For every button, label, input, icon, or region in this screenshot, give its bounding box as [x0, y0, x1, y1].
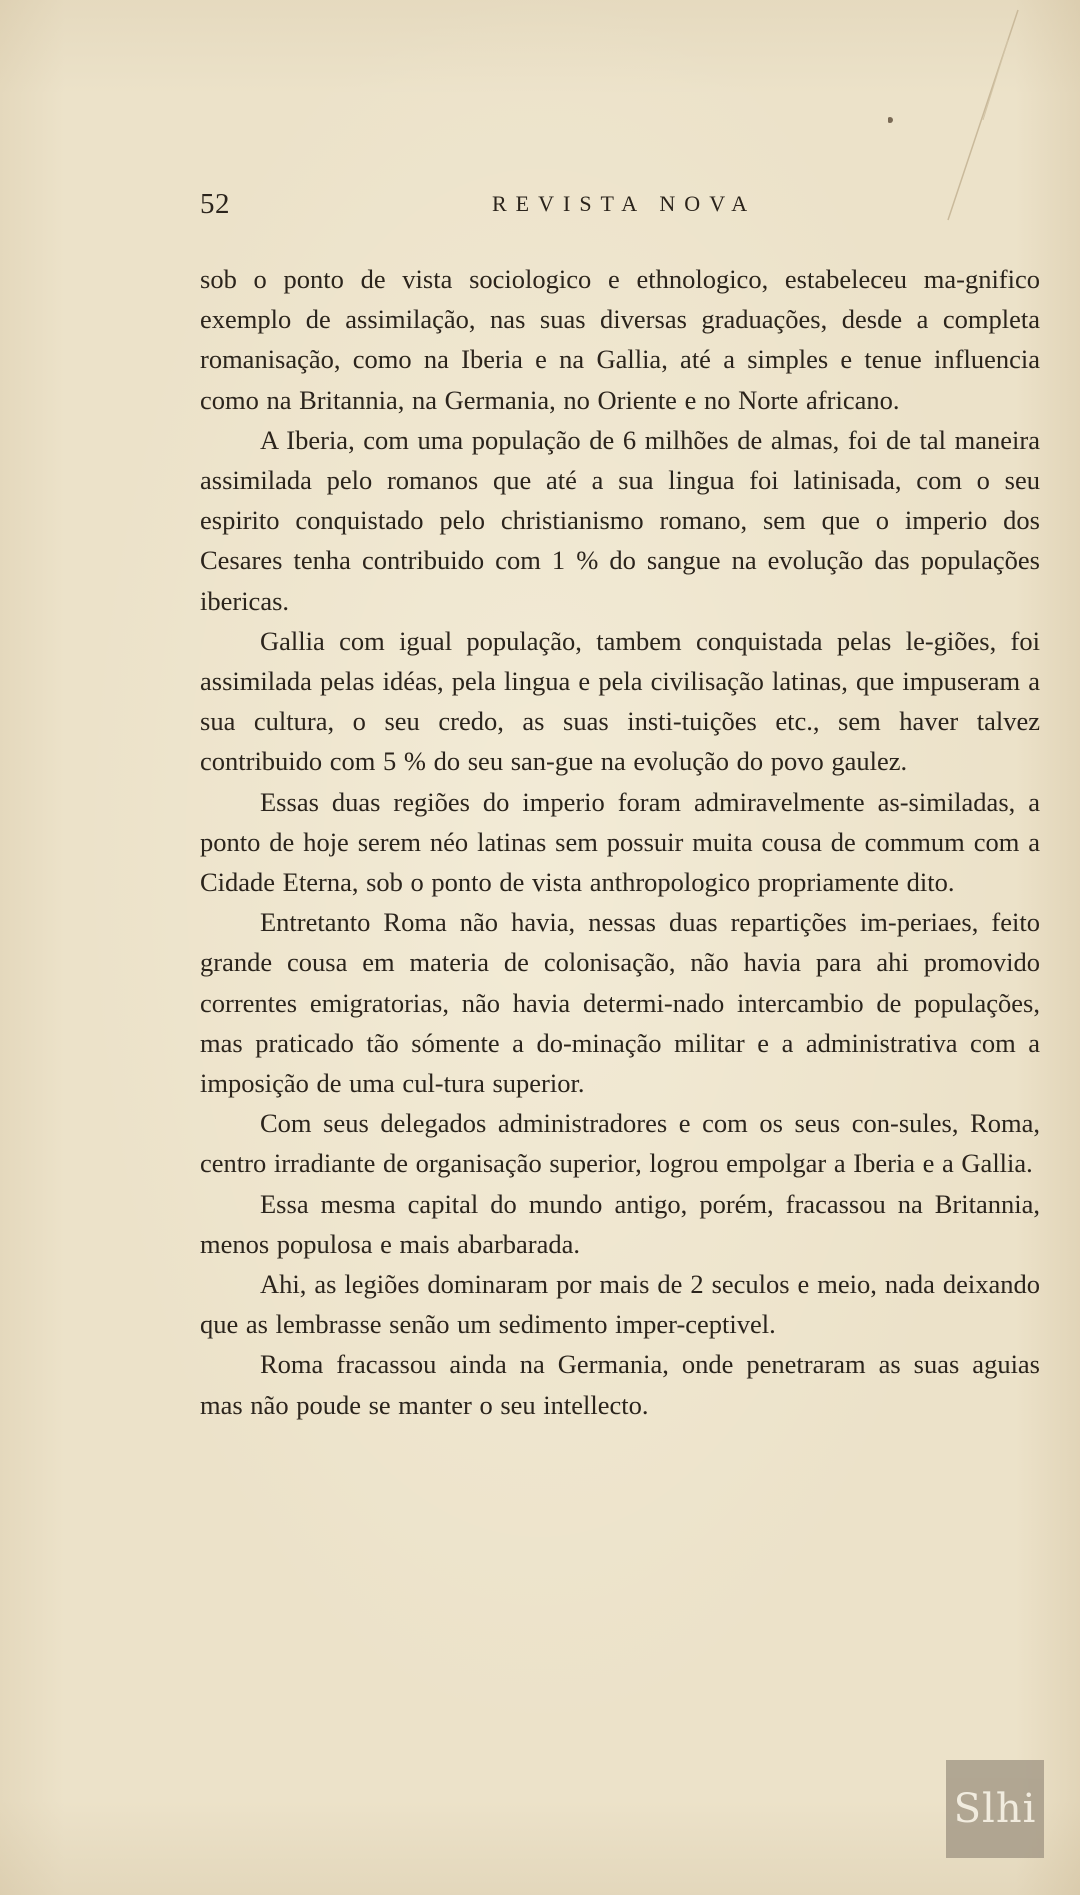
article-body	[200, 259, 1040, 1425]
paragraph: A Iberia, com uma população de 6 milhões de almas, foi de tal maneira assimilada pelo romanos que até a sua lingua foi latinisada, com o seu espirito conquistado pelo christianismo romano, sem que o imperio dos Cesares tenha contribuido com 1 % do sangue na evolução das populações ibericas.	[200, 424, 1040, 616]
paragraph: Ahi, as legiões dominaram por mais de 2 seculos e meio, nada deixando que as lembrasse senão um sedimento imper-ceptivel.	[200, 1269, 1040, 1340]
paragraph: Essas duas regiões do imperio foram admiravelmente as-similadas, a ponto de hoje serem néo latinas sem possuir muita cousa de commum com a Cidade Eterna, sob o ponto de vista anthropologico propriamente dito.	[200, 786, 1040, 898]
running-title: REVISTA NOVA	[492, 191, 757, 216]
paragraph: Entretanto Roma não havia, nessas duas repartições im-periaes, feito grande cousa em materia de colonisação, não havia para ahi promovido correntes emigratorias, não havia determi-nado intercambio de populações, mas praticado tão sómente a do-minação militar e a administrativa com a imposição de uma cul-tura superior.	[200, 907, 1040, 1099]
paragraph: Com seus delegados administradores e com os seus con-sules, Roma, centro irradiante de organisação superior, logrou empolgar a Iberia e a Gallia.	[200, 1108, 1040, 1179]
page-number: 52	[200, 188, 230, 220]
paragraph: Gallia com igual população, tambem conquistada pelas le-giões, foi assimilada pelas idéas, pela lingua e pela civilisação latinas, que impuseram a sua cultura, o seu credo, as suas insti-tuições etc., sem haver talvez contribuido com 5 % do seu san-gue na evolução do povo gaulez.	[200, 625, 1040, 777]
page-header	[200, 184, 1040, 224]
library-stamp-logo	[946, 1760, 1044, 1858]
paragraph: sob o ponto de vista sociologico e ethnologico, estabeleceu ma-gnifico exemplo de assimilação, nas suas diversas graduações, desde a completa romanisação, como na Iberia e na Gallia, até a simples e tenue influencia como na Britannia, na Germania, no Oriente e no Norte africano.	[200, 264, 1040, 415]
paragraph: Essa mesma capital do mundo antigo, porém, fracassou na Britannia, menos populosa e mais abarbarada.	[200, 1188, 1040, 1259]
stamp-text: Slhi	[953, 1786, 1037, 1832]
paragraph: Roma fracassou ainda na Germania, onde penetraram as suas aguias mas não poude se manter o seu intellecto.	[200, 1349, 1040, 1420]
